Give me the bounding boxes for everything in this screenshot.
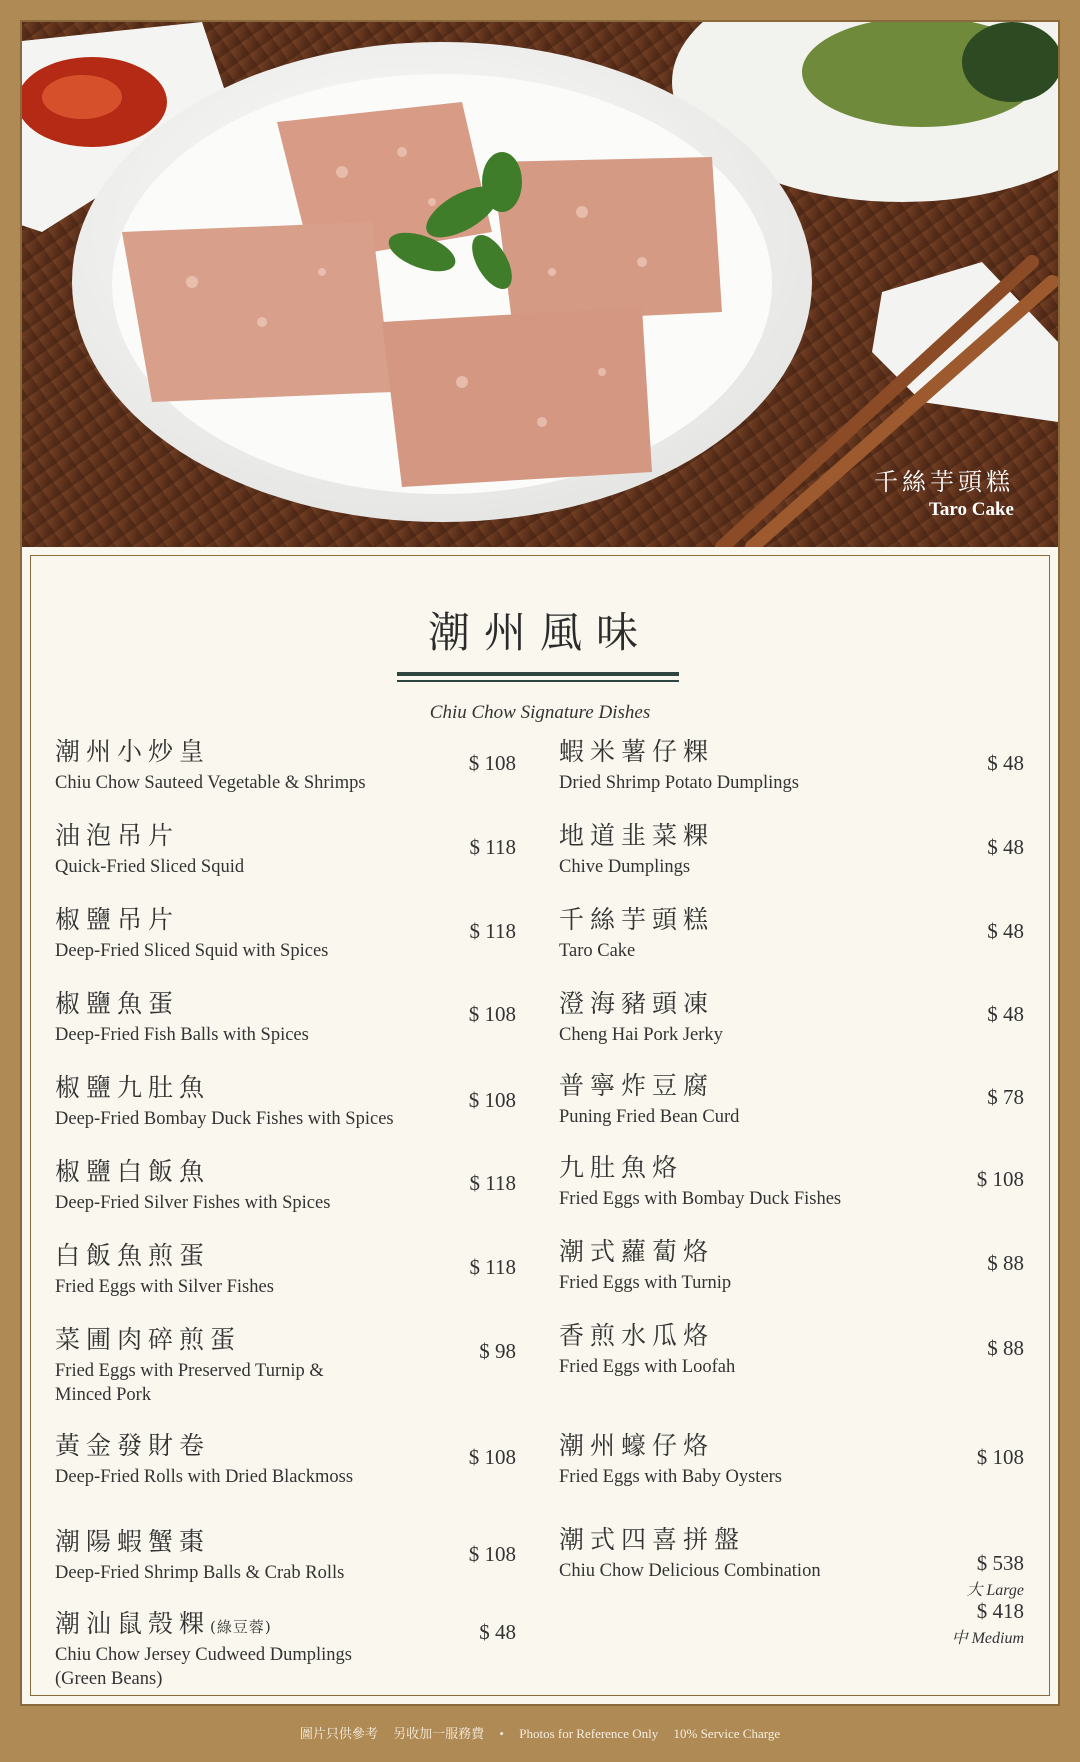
- item-price: $ 78: [987, 1085, 1024, 1109]
- item-name-zh: 椒鹽吊片: [55, 905, 180, 934]
- item-price: $ 108: [468, 751, 516, 775]
- item-price: $ 48: [987, 751, 1024, 775]
- item-name-zh: 普寧炸豆腐: [559, 1071, 715, 1100]
- menu-item: [559, 1316, 735, 1379]
- item-price: $ 88: [987, 1251, 1024, 1275]
- item-price: $ 108: [976, 1445, 1024, 1469]
- item-price: $ 48: [987, 835, 1024, 859]
- menu-item: [559, 984, 723, 1047]
- menu-item: [559, 1520, 821, 1583]
- item-price-large: $ 538: [976, 1551, 1024, 1575]
- item-price: $ 118: [469, 919, 516, 943]
- menu-item: [55, 1152, 330, 1215]
- item-name-zh-note: (綠豆蓉): [210, 1618, 272, 1636]
- item-name-zh: 菜圃肉碎煎蛋: [55, 1325, 242, 1354]
- item-name-en: Fried Eggs with Baby Oysters: [559, 1467, 783, 1487]
- menu-item: [55, 1068, 394, 1131]
- item-name-zh: 白飯魚煎蛋: [55, 1241, 211, 1270]
- item-name-en: Chiu Chow Sauteed Vegetable & Shrimps: [55, 773, 366, 793]
- item-price: $ 108: [976, 1167, 1024, 1191]
- item-name-en: Fried Eggs with Turnip: [559, 1273, 732, 1293]
- item-name-zh: 潮式四喜拼盤: [559, 1525, 746, 1554]
- item-name-en: Deep-Fried Fish Balls with Spices: [55, 1025, 309, 1045]
- menu-item: [559, 900, 714, 963]
- menu-item: [55, 1522, 344, 1585]
- item-name-zh: [55, 1604, 352, 1640]
- menu-item: [55, 816, 244, 879]
- menu-item: [55, 1236, 274, 1299]
- item-price: $ 98: [479, 1339, 516, 1363]
- item-price: $ 48: [479, 1620, 516, 1644]
- menu-page: [22, 22, 1058, 1704]
- menu-item: [55, 732, 366, 795]
- item-name-en-line2: (Green Beans): [55, 1669, 163, 1689]
- size-label-medium: 中 Medium: [951, 1630, 1024, 1647]
- item-name-zh: 蝦米薯仔粿: [559, 737, 715, 766]
- menu-item: [559, 816, 714, 879]
- footer-separator: •: [499, 1726, 504, 1741]
- item-price: $ 118: [469, 1171, 516, 1195]
- item-price: $ 108: [468, 1542, 516, 1566]
- item-name-zh: 千絲芋頭糕: [559, 905, 715, 934]
- item-name-en: Dried Shrimp Potato Dumplings: [559, 773, 799, 793]
- title-rule-thin: [397, 680, 679, 682]
- item-name-en: Puning Fried Bean Curd: [559, 1107, 740, 1127]
- photo-caption-en: Taro Cake: [929, 499, 1014, 520]
- footer-en-photos: Photos for Reference Only: [519, 1726, 659, 1741]
- item-name-zh: 椒鹽九肚魚: [55, 1073, 211, 1102]
- menu-item: [559, 1066, 739, 1129]
- menu-item: [55, 984, 309, 1047]
- item-name-en: Fried Eggs with Silver Fishes: [55, 1277, 274, 1297]
- menu-item: [55, 1604, 352, 1691]
- item-name-en: Deep-Fried Silver Fishes with Spices: [55, 1193, 331, 1213]
- item-price: $ 108: [468, 1002, 516, 1026]
- item-name-zh: 潮陽蝦蟹棗: [55, 1527, 211, 1556]
- footer-zh-charge: 另收加一服務費: [393, 1726, 485, 1741]
- section-subtitle: Chiu Chow Signature Dishes: [429, 702, 651, 723]
- item-name-en: Deep-Fried Shrimp Balls & Crab Rolls: [55, 1563, 345, 1583]
- item-name-en: Chiu Chow Jersey Cudweed Dumplings: [55, 1645, 353, 1665]
- item-price: $ 118: [469, 835, 516, 859]
- item-name-zh: 黃金發財卷: [55, 1431, 211, 1460]
- item-name-en: Quick-Fried Sliced Squid: [55, 857, 245, 877]
- photo-caption: [874, 462, 1014, 521]
- item-name-zh: 九肚魚烙: [559, 1153, 684, 1182]
- footer-note: [0, 1723, 1080, 1742]
- item-name-en: Fried Eggs with Loofah: [559, 1357, 736, 1377]
- item-name-en: Taro Cake: [559, 941, 636, 961]
- item-price-medium: $ 418: [976, 1599, 1024, 1623]
- item-name-en-line2: Minced Pork: [55, 1385, 152, 1405]
- item-name-zh: 潮州小炒皇: [55, 737, 211, 766]
- item-name-en: Fried Eggs with Bombay Duck Fishes: [559, 1189, 842, 1209]
- item-price: $ 88: [987, 1336, 1024, 1360]
- item-name-en: Deep-Fried Sliced Squid with Spices: [55, 941, 329, 961]
- item-name-zh: 油泡吊片: [55, 821, 180, 850]
- size-label-large: 大 Large: [966, 1582, 1024, 1599]
- item-price: $ 48: [987, 919, 1024, 943]
- item-price: $ 48: [987, 1002, 1024, 1026]
- item-name-en: Chiu Chow Delicious Combination: [559, 1561, 821, 1581]
- menu-item: [55, 1426, 353, 1489]
- item-name-en: Cheng Hai Pork Jerky: [559, 1025, 723, 1045]
- item-name-zh: 潮州蠔仔烙: [559, 1431, 715, 1460]
- menu-item: [55, 1320, 324, 1407]
- item-name-en: Chive Dumplings: [559, 857, 691, 877]
- item-price: $ 108: [468, 1445, 516, 1469]
- item-name-zh: 潮式蘿蔔烙: [559, 1237, 715, 1266]
- item-name-zh: 椒鹽魚蛋: [55, 989, 180, 1018]
- item-name-zh: 澄海豬頭凍: [559, 989, 715, 1018]
- menu-item: [559, 1148, 841, 1211]
- item-name-en: Deep-Fried Rolls with Dried Blackmoss: [55, 1467, 354, 1487]
- menu-item: [559, 1232, 731, 1295]
- item-name-en: Fried Eggs with Preserved Turnip &: [55, 1361, 324, 1381]
- item-price: $ 108: [468, 1088, 516, 1112]
- item-name-zh: 香煎水瓜烙: [559, 1321, 715, 1350]
- footer-en-charge: 10% Service Charge: [673, 1726, 781, 1741]
- item-name-zh: 地道韭菜粿: [559, 821, 715, 850]
- title-rule-thick: [397, 672, 679, 676]
- photo-caption-zh: 千絲芋頭糕: [874, 468, 1014, 496]
- item-name-zh: 椒鹽白飯魚: [55, 1157, 211, 1186]
- section-title: 潮州風味: [427, 608, 652, 657]
- item-name-zh-main: 潮汕鼠殼粿: [55, 1609, 211, 1638]
- menu-item: [559, 732, 799, 795]
- taro-cake-photo: [22, 22, 1058, 547]
- menu-item: [559, 1426, 782, 1489]
- footer-zh-photos: 圖片只供參考: [299, 1726, 378, 1741]
- item-name-en: Deep-Fried Bombay Duck Fishes with Spices: [55, 1109, 394, 1129]
- menu-item: [55, 900, 328, 963]
- item-price: $ 118: [469, 1255, 516, 1279]
